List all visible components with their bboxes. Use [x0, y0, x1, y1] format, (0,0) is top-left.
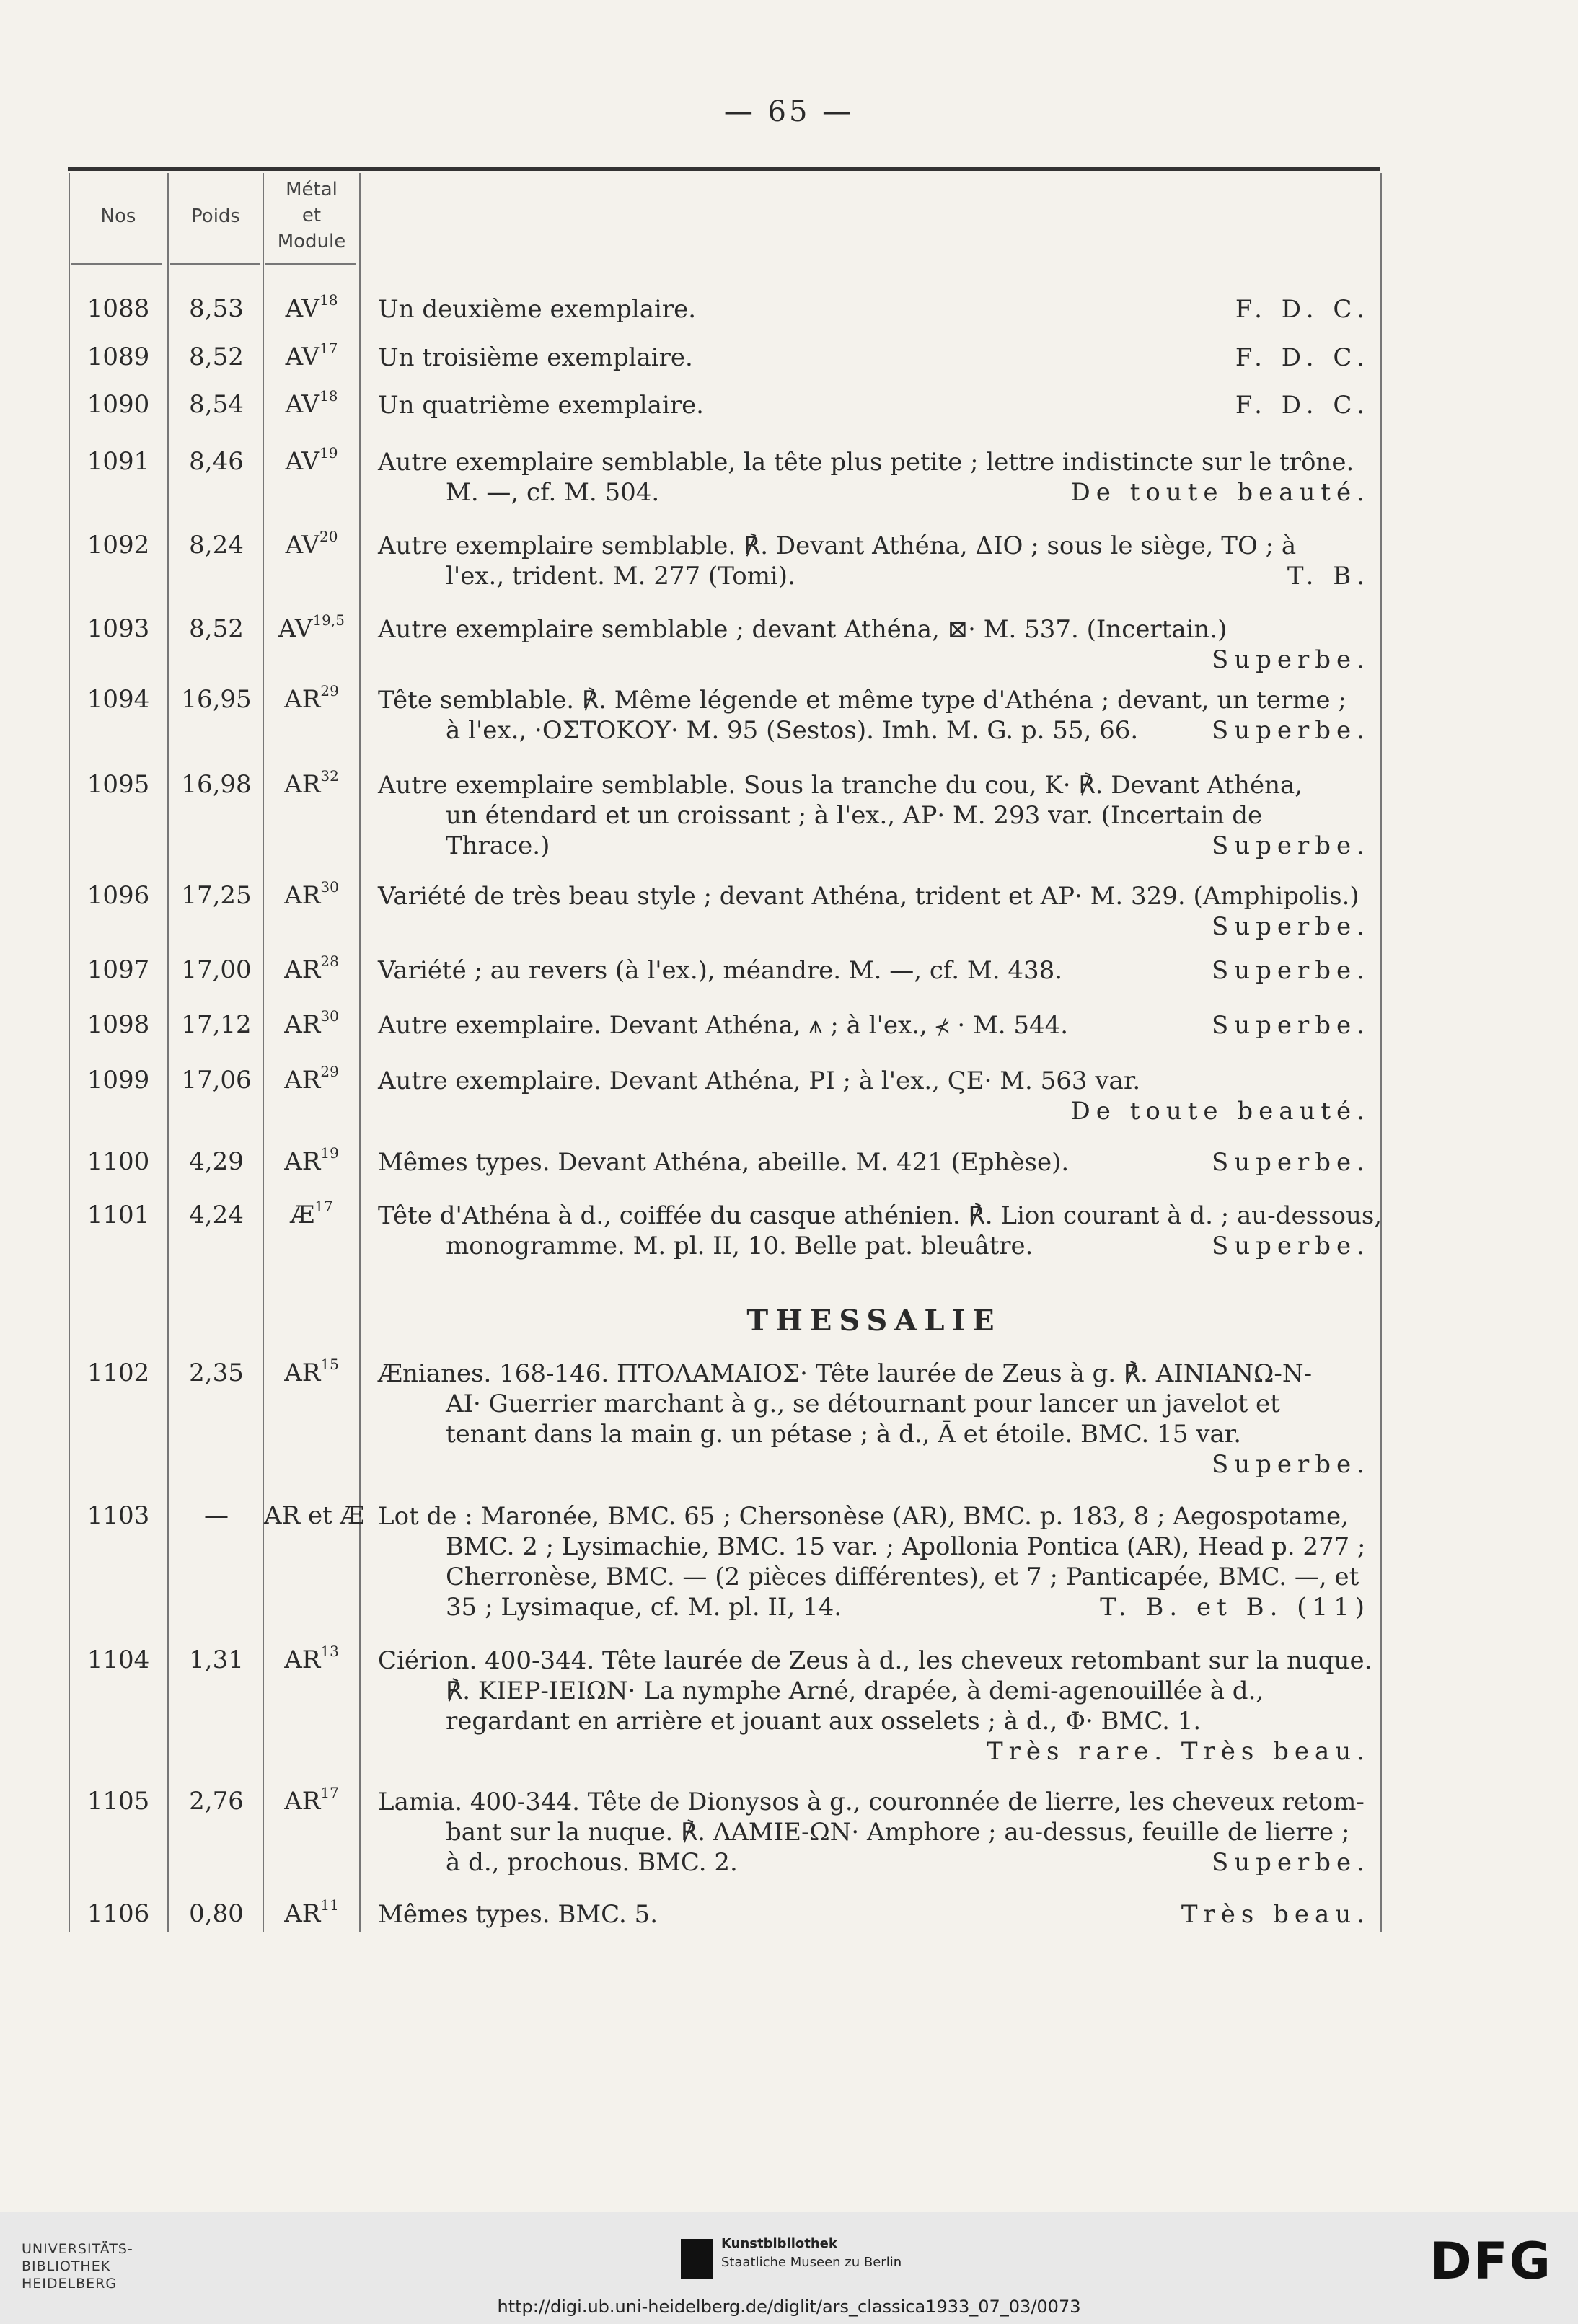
entry-number: 1101	[87, 1201, 150, 1229]
entry-number: 1098	[87, 1010, 150, 1039]
entry-weight: 2,76	[189, 1787, 244, 1816]
description-line	[378, 1010, 1370, 1041]
description-line	[378, 1358, 1370, 1389]
description-line	[378, 715, 1370, 746]
entry-number: 1104	[87, 1645, 150, 1674]
entry-metal: AV	[278, 614, 313, 643]
entry-grade: Superbe.	[1211, 645, 1370, 674]
entry-metal: AV	[285, 447, 319, 476]
description-line	[378, 1501, 1370, 1532]
description-text: Un troisième exemplaire.	[378, 343, 693, 372]
entry-description	[378, 1899, 1370, 1930]
entry-metal-module	[264, 1007, 359, 1039]
entry-weight: 17,12	[181, 1010, 252, 1039]
ub-logo	[22, 2240, 133, 2292]
description-text: BMC. 2 ; Lysimachie, BMC. 15 var. ; Apollonia Pontica (AR), Head p. 277 ;	[446, 1532, 1366, 1561]
description-line	[378, 1676, 1370, 1706]
entry-metal: AV	[285, 343, 319, 371]
description-text: regardant en arrière et jouant aux osselets ; à d., Φ· BMC. 1.	[446, 1707, 1202, 1736]
entry-weight: 8,54	[189, 390, 244, 419]
column-line-5	[1380, 173, 1382, 1932]
entry-metal: AR	[284, 955, 321, 984]
entry-metal: AR	[284, 1066, 321, 1095]
description-line	[378, 1231, 1370, 1261]
top-rule	[68, 167, 1380, 171]
kb-logo	[721, 2235, 902, 2272]
header-separator	[71, 263, 162, 265]
kb-logo-mark-icon	[681, 2239, 713, 2279]
entry-metal: AR	[284, 1010, 321, 1039]
entry-metal: AV	[285, 294, 319, 323]
entry-metal: AR et Æ	[264, 1501, 365, 1530]
entry-number: 1092	[87, 531, 150, 560]
entry-metal-module	[264, 1784, 359, 1816]
entry-grade: Superbe.	[1211, 1848, 1370, 1877]
description-text: Lot de : Maronée, BMC. 65 ; Chersonèse (AR), BMC. p. 183, 8 ; Aegospotame,	[378, 1502, 1349, 1531]
entry-module: 15	[320, 1356, 339, 1373]
description-line	[378, 685, 1370, 715]
entry-module: 20	[319, 528, 338, 545]
entry-number: 1088	[87, 294, 150, 323]
entry-module: 18	[319, 387, 338, 405]
entry-number: 1095	[87, 770, 150, 799]
entry-description	[378, 770, 1370, 861]
description-line	[378, 614, 1370, 645]
entry-module: 32	[320, 767, 339, 785]
header-metal	[264, 177, 359, 255]
entry-weight: 17,06	[181, 1066, 252, 1095]
entry-number: 1103	[87, 1501, 150, 1530]
page-number: — 65 —	[723, 95, 855, 128]
entry-grade: Très rare. Très beau.	[987, 1737, 1370, 1766]
description-line	[378, 1147, 1370, 1178]
entry-grade: Très beau.	[1181, 1900, 1370, 1929]
entry-grade: F. D. C.	[1235, 343, 1370, 372]
section-title: THESSALIE	[746, 1304, 1002, 1338]
entry-weight: 8,52	[189, 343, 244, 371]
description-text: M. —, cf. M. 504.	[446, 478, 660, 507]
entry-metal: AR	[284, 1645, 321, 1674]
description-text: 35 ; Lysimaque, cf. M. pl. II, 14.	[446, 1593, 842, 1622]
entry-module: 30	[320, 1007, 339, 1025]
entry-metal: AV	[285, 390, 319, 419]
header-metal-line: Métal	[286, 179, 338, 200]
description-text: Autre exemplaire semblable. ℟. Devant Athéna, ΔΙΟ ; sous le siège, ΤΟ ; à	[378, 531, 1297, 560]
entry-weight: 8,24	[189, 531, 244, 560]
entry-metal-module	[264, 387, 359, 419]
entry-metal-module	[264, 682, 359, 714]
header-metal-line: et	[301, 205, 322, 226]
entry-weight: 1,31	[189, 1645, 244, 1674]
entry-metal: AV	[285, 531, 319, 560]
entry-description	[378, 1147, 1370, 1178]
entry-metal: Æ	[290, 1201, 315, 1229]
dfg-logo: DFG	[1429, 2232, 1552, 2291]
entry-metal: AR	[284, 685, 321, 714]
entry-module: 19	[320, 1144, 339, 1162]
column-line-4	[359, 173, 361, 1932]
entry-description	[378, 343, 1370, 373]
entry-weight: 16,98	[181, 770, 252, 799]
description-line	[378, 447, 1370, 477]
description-line	[378, 1787, 1370, 1817]
description-line	[378, 955, 1370, 986]
description-line	[378, 561, 1370, 591]
entry-description	[378, 1787, 1370, 1878]
description-text: ΑΙ· Guerrier marchant à g., se détournant pour lancer un javelot et	[446, 1389, 1280, 1418]
entry-description	[378, 955, 1370, 986]
description-line	[378, 831, 1370, 861]
entry-grade: Superbe.	[1211, 716, 1370, 745]
entry-metal-module	[264, 611, 359, 643]
header-poids: Poids	[191, 206, 240, 227]
description-line	[378, 390, 1370, 420]
entry-number: 1099	[87, 1066, 150, 1095]
entry-description	[378, 1501, 1370, 1622]
entry-grade: Superbe.	[1211, 831, 1370, 860]
entry-number: 1097	[87, 955, 150, 984]
entry-description	[378, 881, 1370, 942]
description-line	[378, 294, 1370, 324]
header-separator	[265, 263, 356, 265]
entry-number: 1089	[87, 343, 150, 371]
entry-weight: 8,52	[189, 614, 244, 643]
entry-number: 1106	[87, 1899, 150, 1928]
header-metal-line: Module	[277, 231, 346, 252]
entry-grade: T. B. et B. (11)	[1100, 1593, 1370, 1622]
description-line	[378, 1562, 1370, 1592]
description-line	[378, 1389, 1370, 1419]
description-line	[378, 1419, 1370, 1449]
entry-metal: AR	[284, 1899, 321, 1928]
description-text: tenant dans la main g. un pétase ; à d., Ā et étoile. BMC. 15 var.	[446, 1420, 1242, 1449]
entry-module: 17	[319, 340, 338, 357]
description-text: bant sur la nuque. ℟. ΛΑΜΙΕ-ΩΝ· Amphore ; au-dessus, feuille de lierre ;	[446, 1818, 1350, 1847]
entry-metal-module	[264, 767, 359, 799]
description-text: Autre exemplaire semblable, la tête plus petite ; lettre indistincte sur le trône.	[378, 448, 1354, 477]
entry-metal-module	[264, 1144, 359, 1176]
entry-module: 11	[320, 1896, 339, 1914]
entry-metal: AR	[284, 1787, 321, 1816]
description-line	[378, 1066, 1370, 1096]
description-text: ℟. ΚΙΕΡ-ΙΕΙΩΝ· La nymphe Arné, drapée, à demi-agenouillée à d.,	[446, 1676, 1264, 1705]
entry-description	[378, 447, 1370, 508]
ub-logo-line: BIBLIOTHEK	[22, 2258, 111, 2274]
entry-number: 1102	[87, 1358, 150, 1387]
entry-metal-module	[264, 1501, 365, 1530]
entry-metal: AR	[284, 1147, 321, 1176]
entry-number: 1094	[87, 685, 150, 714]
description-line	[378, 1645, 1370, 1676]
description-line	[378, 1201, 1383, 1231]
entry-description	[378, 614, 1370, 675]
entry-metal-module	[264, 1896, 359, 1928]
entry-module: 19,5	[312, 611, 345, 629]
entry-metal-module	[264, 444, 359, 476]
description-text: Variété de très beau style ; devant Athéna, trident et ΑΡ· M. 329. (Amphipolis.)	[378, 882, 1359, 911]
entry-description	[378, 1066, 1370, 1126]
entry-metal-module	[264, 878, 359, 910]
entry-number: 1100	[87, 1147, 150, 1176]
entry-metal: AR	[284, 770, 321, 799]
entry-grade: Superbe.	[1211, 956, 1370, 985]
description-text: Ciérion. 400-344. Tête laurée de Zeus à d., les cheveux retombant sur la nuque.	[378, 1646, 1372, 1675]
description-line	[378, 531, 1370, 561]
description-line	[378, 1847, 1370, 1878]
entry-weight: 16,95	[181, 685, 252, 714]
entry-metal-module	[264, 1063, 359, 1095]
entry-number: 1090	[87, 390, 150, 419]
description-text: Autre exemplaire semblable ; devant Athéna, ⊠· M. 537. (Incertain.)	[378, 615, 1227, 644]
entry-grade: De toute beauté.	[1070, 1097, 1370, 1126]
entry-module: 17	[314, 1198, 333, 1215]
description-text: Mêmes types. Devant Athéna, abeille. M. 421 (Ephèse).	[378, 1148, 1070, 1177]
kb-logo-line: Staatliche Museen zu Berlin	[721, 2255, 902, 2270]
entry-number: 1093	[87, 614, 150, 643]
entry-grade: Superbe.	[1211, 1011, 1370, 1040]
description-line	[378, 881, 1370, 911]
description-text: un étendard et un croissant ; à l'ex., ΑΡ· M. 293 var. (Incertain de	[446, 801, 1263, 830]
entry-number: 1091	[87, 447, 150, 476]
entry-description	[378, 294, 1370, 324]
entry-module: 19	[319, 444, 338, 461]
entry-metal: AR	[284, 1358, 321, 1387]
description-text: monogramme. M. pl. II, 10. Belle pat. bleuâtre.	[446, 1232, 1033, 1260]
description-text: Autre exemplaire semblable. Sous la tranche du cou, Κ· ℟. Devant Athéna,	[378, 771, 1303, 800]
entry-description	[378, 1201, 1383, 1261]
entry-module: 13	[320, 1643, 339, 1660]
source-url-link[interactable]: http://digi.ub.uni-heidelberg.de/diglit/ars_classica1933_07_03/0073	[497, 2297, 1081, 2317]
entry-metal-module	[264, 340, 359, 371]
description-text: à l'ex., ·ΟΣΤΟΚΟΥ· M. 95 (Sestos). Imh. M. G. p. 55, 66.	[446, 716, 1139, 745]
entry-metal-module	[264, 1198, 359, 1229]
description-text: Ænianes. 168-146. ΠΤΟΛΑΜΑΙΟΣ· Tête laurée de Zeus à g. ℟. ΑΙΝΙΑΝΩ-Ν-	[378, 1359, 1313, 1388]
entry-grade: Superbe.	[1211, 1148, 1370, 1177]
entry-description	[378, 1645, 1370, 1767]
entry-weight: 4,29	[189, 1147, 244, 1176]
entry-grade: F. D. C.	[1235, 391, 1370, 420]
entry-weight: —	[204, 1501, 229, 1530]
entry-weight: 4,24	[189, 1201, 244, 1229]
description-text: l'ex., trident. M. 277 (Tomi).	[446, 562, 795, 591]
entry-number: 1096	[87, 881, 150, 910]
entry-metal: AR	[284, 881, 321, 910]
description-line	[378, 1706, 1370, 1736]
entry-weight: 17,00	[181, 955, 252, 984]
entry-weight: 8,53	[189, 294, 244, 323]
entry-grade: T. B.	[1287, 562, 1370, 591]
entry-metal-module	[264, 1358, 359, 1387]
description-text: Autre exemplaire. Devant Athéna, ΡΙ ; à l'ex., ϚΕ· M. 563 var.	[378, 1066, 1141, 1095]
entry-module: 29	[320, 682, 339, 699]
entry-grade: Superbe.	[1211, 1232, 1370, 1260]
entry-weight: 0,80	[189, 1899, 244, 1928]
entry-module: 30	[320, 878, 339, 896]
entry-module: 17	[320, 1784, 339, 1801]
description-text: Variété ; au revers (à l'ex.), méandre. M. —, cf. M. 438.	[378, 956, 1063, 985]
entry-weight: 8,46	[189, 447, 244, 476]
entry-grade: Superbe.	[1211, 1450, 1370, 1479]
description-text: Cherronèse, BMC. — (2 pièces différentes), et 7 ; Panticapée, BMC. —, et	[446, 1563, 1359, 1591]
description-line	[378, 1899, 1370, 1930]
description-text: Autre exemplaire. Devant Athéna, ⩚ ; à l'ex., ⊀ · M. 544.	[378, 1011, 1069, 1040]
entry-weight: 17,25	[181, 881, 252, 910]
description-text: Thrace.)	[446, 831, 550, 860]
description-line	[378, 770, 1370, 800]
description-text: Tête d'Athéna à d., coiffée du casque athénien. ℟. Lion courant à d. ; au-dessous,	[378, 1201, 1383, 1230]
entry-module: 28	[320, 953, 339, 970]
description-text: Un deuxième exemplaire.	[378, 295, 697, 324]
entry-grade: De toute beauté.	[1070, 478, 1370, 507]
description-line	[378, 1592, 1370, 1622]
header-nos: Nos	[100, 206, 136, 227]
entry-metal-module	[264, 1645, 359, 1674]
entry-number: 1105	[87, 1787, 150, 1816]
entry-weight: 2,35	[189, 1358, 244, 1387]
description-text: à d., prochous. BMC. 2.	[446, 1848, 738, 1877]
entry-description	[378, 531, 1370, 591]
entry-metal-module	[264, 291, 359, 323]
description-line	[378, 1817, 1370, 1847]
entry-description	[378, 390, 1370, 420]
description-text: Un quatrième exemplaire.	[378, 391, 704, 420]
entry-description	[378, 685, 1370, 746]
description-text: Lamia. 400-344. Tête de Dionysos à g., couronnée de lierre, les cheveux retom-	[378, 1788, 1365, 1816]
entry-grade: F. D. C.	[1235, 295, 1370, 324]
entry-description	[378, 1010, 1370, 1041]
description-line	[378, 477, 1370, 508]
description-line	[378, 800, 1370, 831]
entry-description	[378, 1358, 1370, 1480]
description-text: Tête semblable. ℟. Même légende et même type d'Athéna ; devant, un terme ;	[378, 686, 1346, 715]
description-text: Mêmes types. BMC. 5.	[378, 1900, 658, 1929]
description-line	[378, 1532, 1370, 1562]
entry-module: 18	[319, 291, 338, 309]
kb-logo-line: Kunstbibliothek	[721, 2236, 837, 2251]
header-separator	[170, 263, 260, 265]
entry-metal-module	[264, 955, 359, 984]
entry-module: 29	[320, 1063, 339, 1080]
entry-metal-module	[264, 528, 359, 560]
ub-logo-line: UNIVERSITÄTS-	[22, 2241, 133, 2257]
description-line	[378, 343, 1370, 373]
footer-bar	[0, 2212, 1578, 2324]
ub-logo-line: HEIDELBERG	[22, 2276, 118, 2292]
entry-grade: Superbe.	[1211, 912, 1370, 941]
